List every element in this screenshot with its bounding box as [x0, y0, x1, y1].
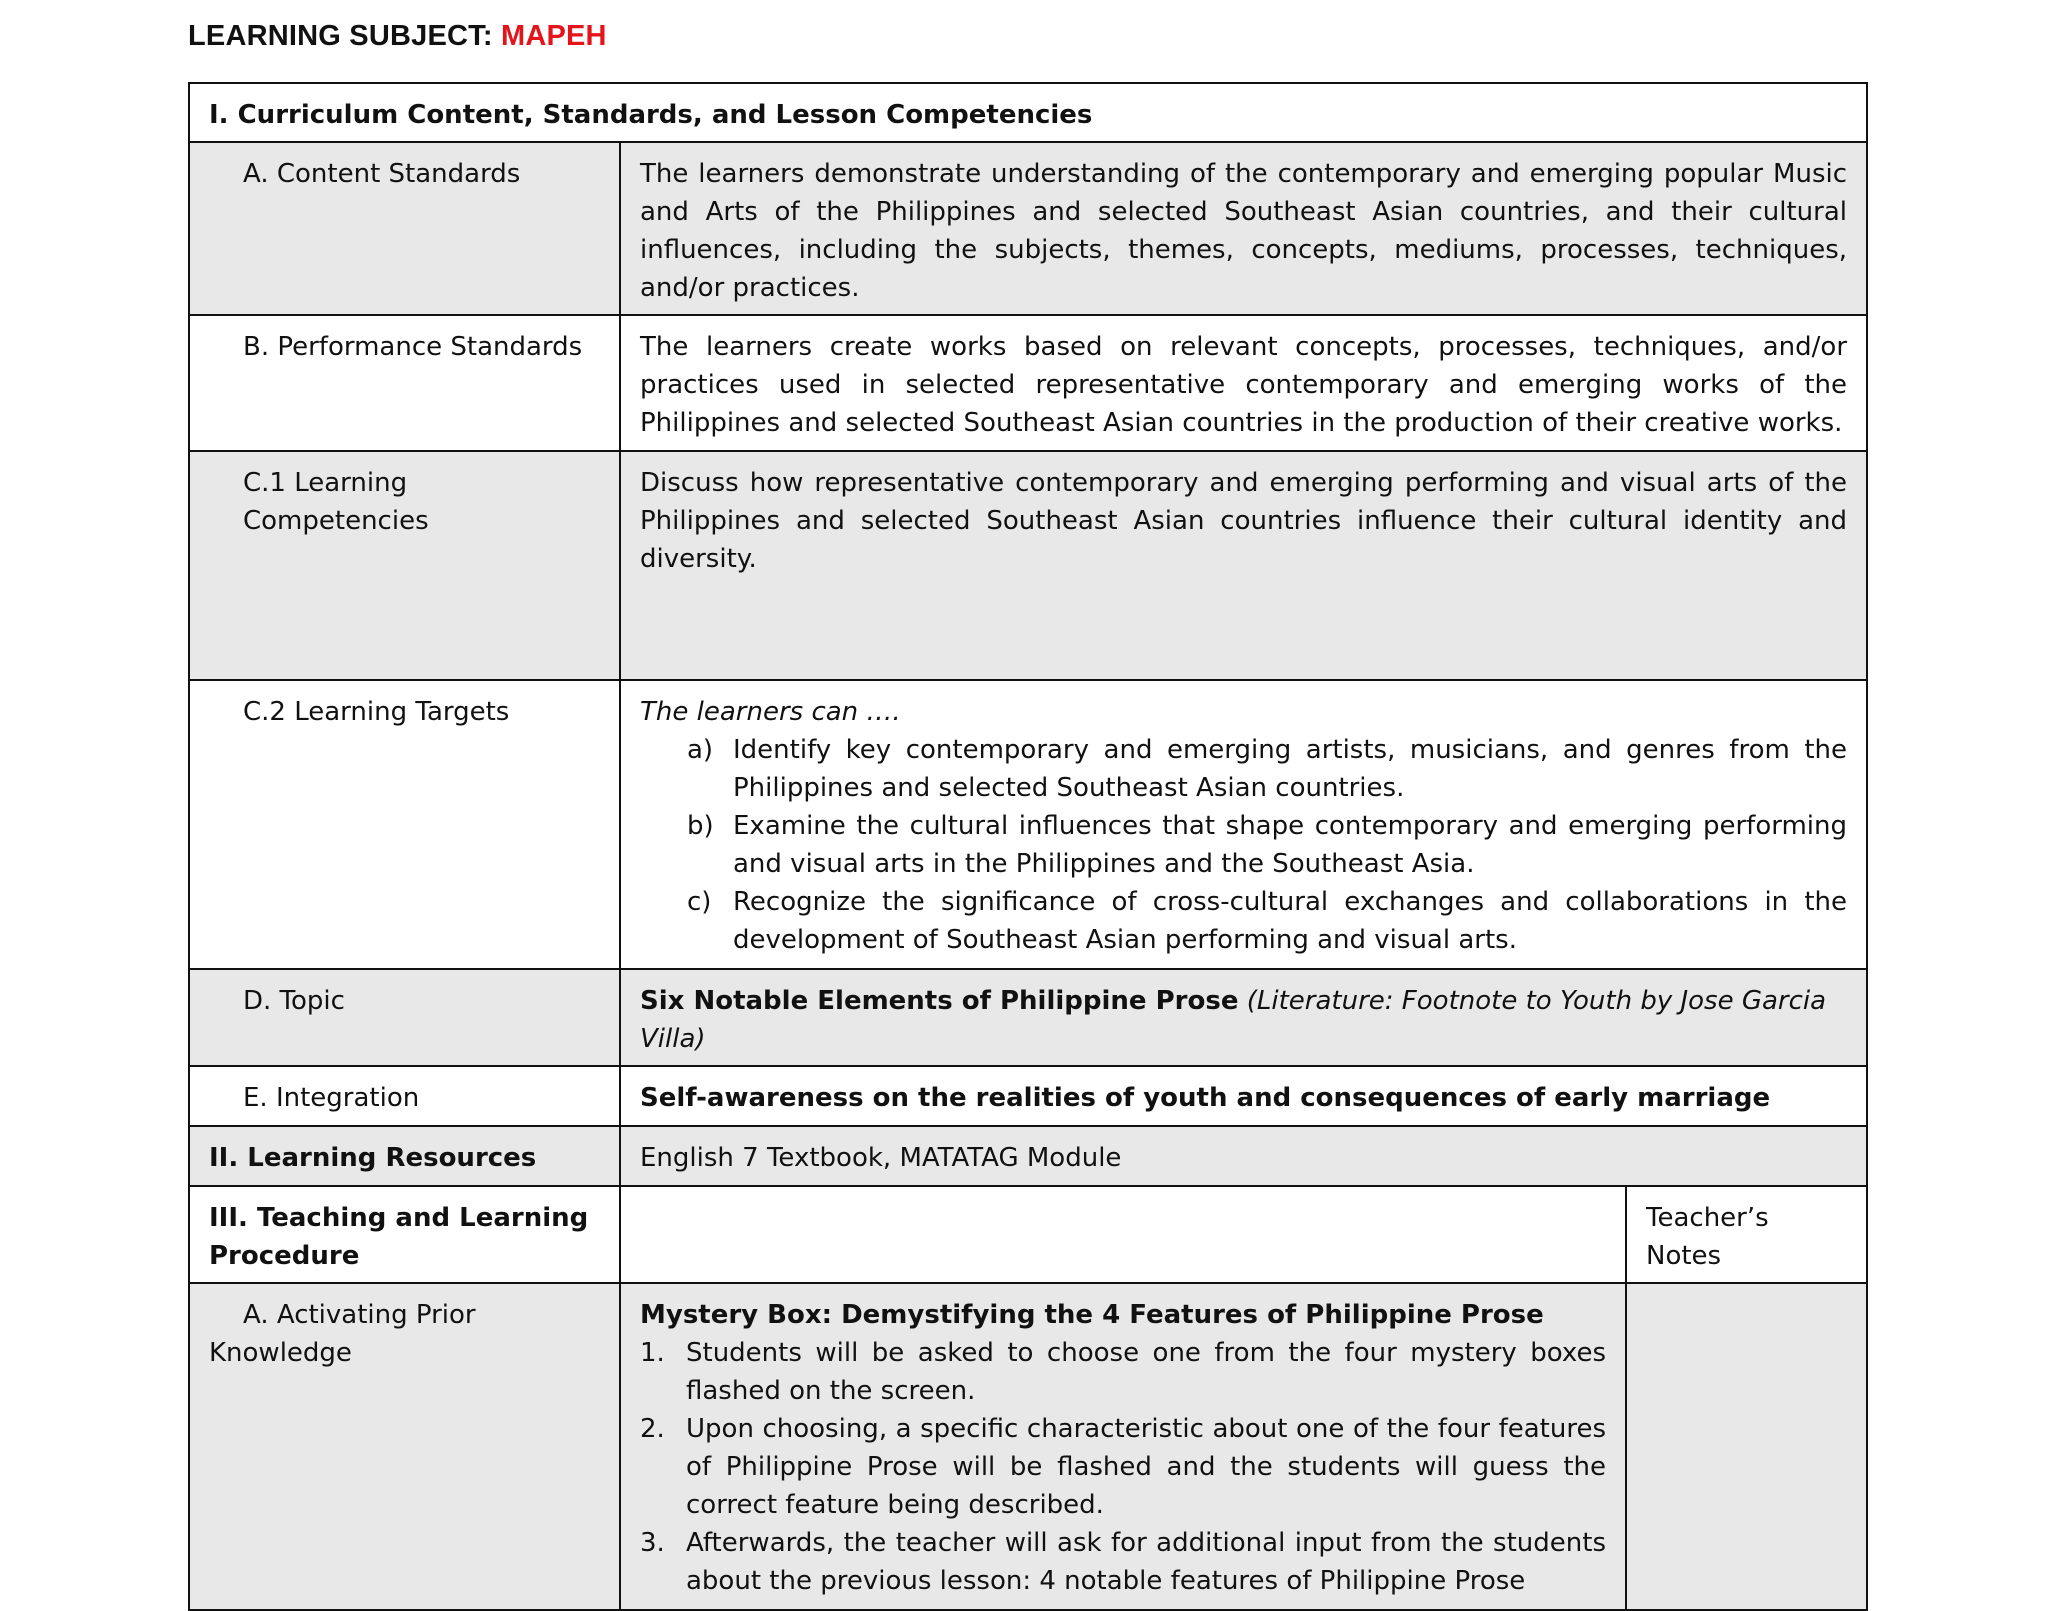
content-standards-label: A. Content Standards [189, 142, 620, 315]
list-item-text: Identify key contemporary and emerging artists, musicians, and genres from the Philippines and selected Southeast Asian countries. [733, 735, 1848, 803]
list-marker: 2. [640, 1414, 665, 1444]
list-item-text: Afterwards, the teacher will ask for additional input from the students about the previous lesson: 4 notable features of Philippine Prose [686, 1528, 1606, 1596]
activity-steps-list [640, 1334, 1606, 1600]
subject-value: MAPEH [500, 20, 607, 52]
list-item-text: Examine the cultural influences that shape contemporary and emerging performing and visual arts in the Philippines and the Southeast Asia. [733, 811, 1848, 879]
list-marker: 1. [640, 1338, 665, 1368]
section-1-header-row [189, 83, 1867, 142]
performance-standards-text: The learners create works based on relevant concepts, processes, techniques, and/or practices used in selected representative contemporary and emerging works of the Philippines and selected Southeast Asian countries in the production of their creative works. [620, 315, 1867, 451]
list-item [640, 1334, 1606, 1410]
list-item-text: Recognize the significance of cross-cultural exchanges and collaborations in the development of Southeast Asian performing and visual arts. [733, 887, 1848, 955]
content-standards-row [189, 142, 1867, 315]
activating-prior-knowledge-label [189, 1283, 620, 1610]
learning-resources-label: II. Learning Resources [189, 1126, 620, 1186]
activating-prior-knowledge-row [189, 1283, 1867, 1610]
list-item-text: Upon choosing, a specific characteristic about one of the four features of Philippine Prose will be flashed and the students will guess the correct feature being described. [686, 1414, 1606, 1520]
integration-text: Self-awareness on the realities of youth and consequences of early marriage [620, 1066, 1867, 1126]
learning-resources-text: English 7 Textbook, MATATAG Module [620, 1126, 1867, 1186]
list-item [687, 883, 1847, 959]
subject-label: LEARNING SUBJECT: [188, 20, 501, 52]
list-item [640, 1524, 1606, 1600]
integration-label: E. Integration [189, 1066, 620, 1126]
procedure-header-row [189, 1186, 1867, 1283]
learning-subject-heading [188, 20, 607, 53]
learning-targets-list [640, 731, 1847, 959]
teachers-notes-cell [1626, 1283, 1867, 1610]
integration-row [189, 1066, 1867, 1126]
list-marker: b) [687, 811, 714, 841]
activity-title: Mystery Box: Demystifying the 4 Features of Philippine Prose [640, 1300, 1544, 1330]
list-marker: c) [687, 887, 712, 917]
list-item [640, 1410, 1606, 1524]
learning-targets-label: C.2 Learning Targets [189, 680, 620, 969]
teachers-notes-header: Teacher’s Notes [1626, 1186, 1867, 1283]
activating-label-text: A. Activating Prior Knowledge [209, 1300, 476, 1368]
activating-activity-cell [620, 1283, 1626, 1610]
list-item-text: Students will be asked to choose one from the four mystery boxes flashed on the screen. [686, 1338, 1606, 1406]
topic-title: Six Notable Elements of Philippine Prose [640, 986, 1239, 1016]
list-marker: a) [687, 735, 714, 765]
list-item [687, 807, 1847, 883]
learning-competencies-row [189, 451, 1867, 680]
learning-competencies-label: C.1 Learning Competencies [189, 451, 620, 680]
learning-targets-row [189, 680, 1867, 969]
procedure-blank-cell [620, 1186, 1626, 1283]
learning-resources-row [189, 1126, 1867, 1186]
learning-competencies-text: Discuss how representative contemporary and emerging performing and visual arts of the Philippines and selected Southeast Asian countries influence their cultural identity and diversity. [620, 451, 1867, 680]
topic-row [189, 969, 1867, 1066]
list-item [687, 731, 1847, 807]
learning-targets-cell [620, 680, 1867, 969]
list-marker: 3. [640, 1528, 665, 1558]
performance-standards-row [189, 315, 1867, 451]
topic-cell [620, 969, 1867, 1066]
section-1-title: I. Curriculum Content, Standards, and Lesson Competencies [189, 83, 1867, 142]
performance-standards-label: B. Performance Standards [189, 315, 620, 451]
learning-targets-intro: The learners can …. [640, 697, 901, 727]
procedure-label: III. Teaching and Learning Procedure [189, 1186, 620, 1283]
topic-label: D. Topic [189, 969, 620, 1066]
content-standards-text: The learners demonstrate understanding of the contemporary and emerging popular Music and Arts of the Philippines and selected Southeast Asian countries, and their cultural influences, including the subjects, themes, concepts, mediums, processes, techniques, and/or practices. [620, 142, 1867, 315]
lesson-plan-table [188, 82, 1868, 1611]
topic-literature-note: (Literature: Footnote to Youth by Jose Garcia Villa) [640, 986, 1827, 1054]
